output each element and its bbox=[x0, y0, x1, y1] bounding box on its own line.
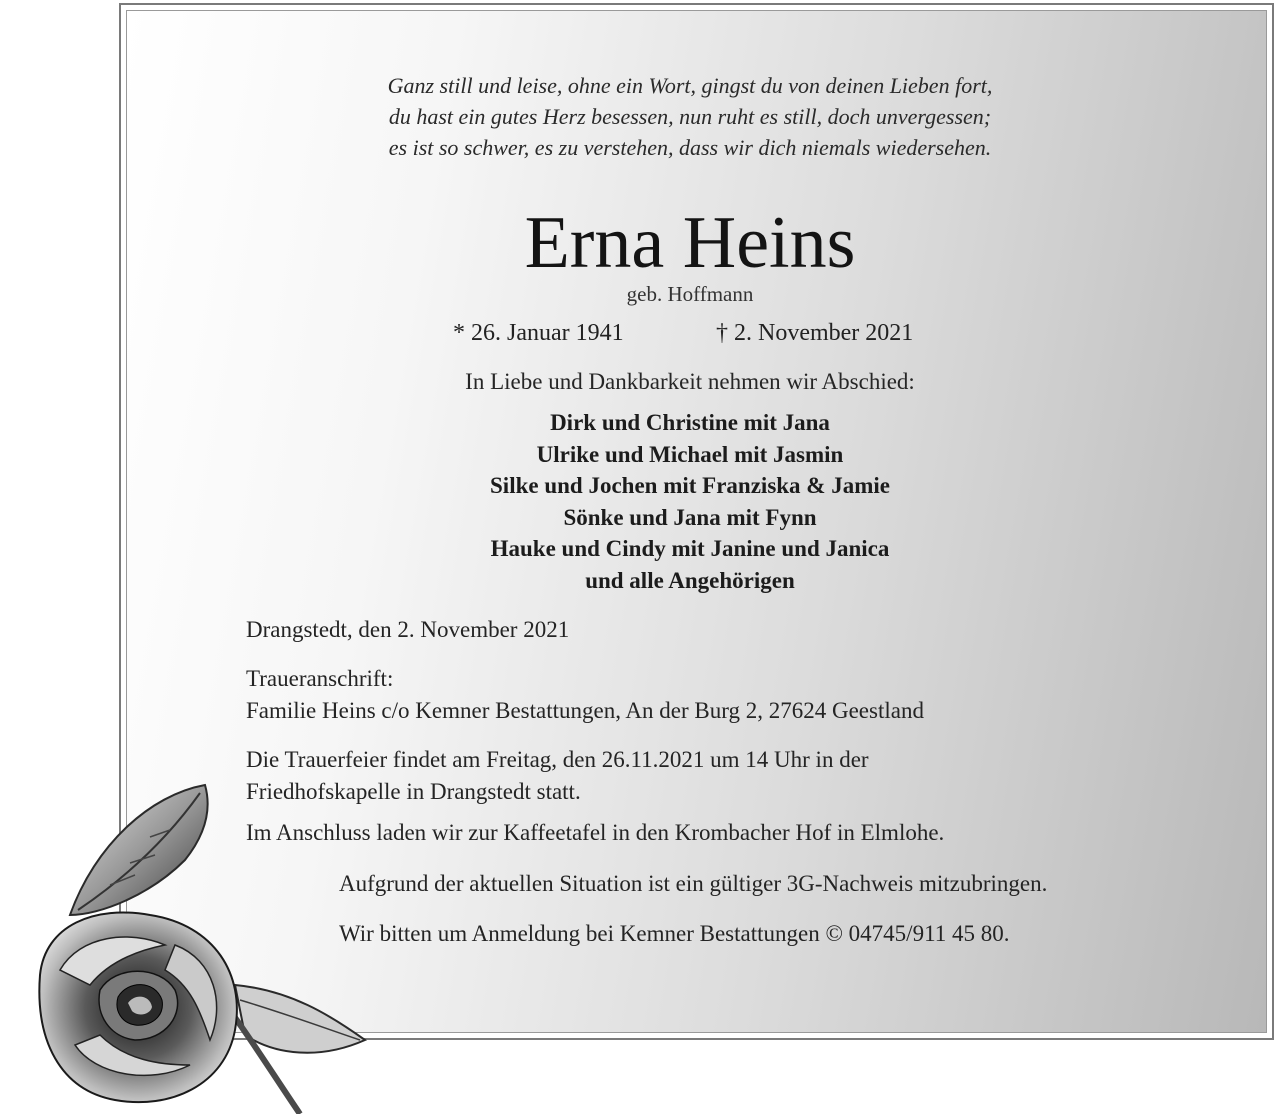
ceremony-line: Friedhofskapelle in Drangstedt statt. bbox=[246, 779, 581, 804]
family-member: Dirk und Christine mit Jana bbox=[550, 410, 830, 435]
family-member: und alle Angehörigen bbox=[585, 567, 795, 593]
death-date: † 2. November 2021 bbox=[716, 320, 914, 346]
verse-line: du hast ein gutes Herz besessen, nun ruht es still, doch unvergessen; bbox=[388, 104, 992, 129]
farewell-line: In Liebe und Dankbarkeit nehmen wir Abschied: bbox=[465, 369, 915, 394]
mourning-address bbox=[246, 663, 924, 727]
reception-info: Im Anschluss laden wir zur Kaffeetafel in den Krombacher Hof in Elmlohe. bbox=[246, 820, 945, 845]
verse-line: es ist so schwer, es zu verstehen, dass wir dich niemals wiedersehen. bbox=[388, 135, 992, 160]
maiden-name: geb. Hoffmann bbox=[626, 282, 754, 306]
address-value: Familie Heins c/o Kemner Bestattungen, An der Burg 2, 27624 Geestland bbox=[246, 698, 924, 723]
family-list bbox=[0, 407, 1280, 597]
registration-notice: Wir bitten um Anmeldung bei Kemner Bestattungen © 04745/911 45 80. bbox=[339, 921, 1010, 946]
family-member: Sönke und Jana mit Fynn bbox=[563, 504, 817, 530]
rose-icon bbox=[0, 775, 380, 1114]
family-member: Ulrike und Michael mit Jasmin bbox=[536, 441, 844, 467]
birth-date: * 26. Januar 1941 bbox=[453, 320, 624, 346]
place-and-date: Drangstedt, den 2. November 2021 bbox=[246, 617, 570, 642]
covid-notice: Aufgrund der aktuellen Situation ist ein gültiger 3G-Nachweis mitzubringen. bbox=[339, 871, 1048, 896]
family-member: Hauke und Cindy mit Janine und Janica bbox=[490, 536, 890, 562]
memorial-verse bbox=[0, 70, 1280, 163]
deceased-name: Erna Heins bbox=[524, 202, 856, 284]
ceremony-line: Die Trauerfeier findet am Freitag, den 26.11.2021 um 14 Uhr in der bbox=[246, 747, 869, 772]
verse-line: Ganz still und leise, ohne ein Wort, gingst du von deinen Lieben fort, bbox=[387, 73, 993, 98]
family-member: Silke und Jochen mit Franziska & Jamie bbox=[490, 473, 890, 499]
address-label: Traueranschrift: bbox=[246, 666, 394, 691]
